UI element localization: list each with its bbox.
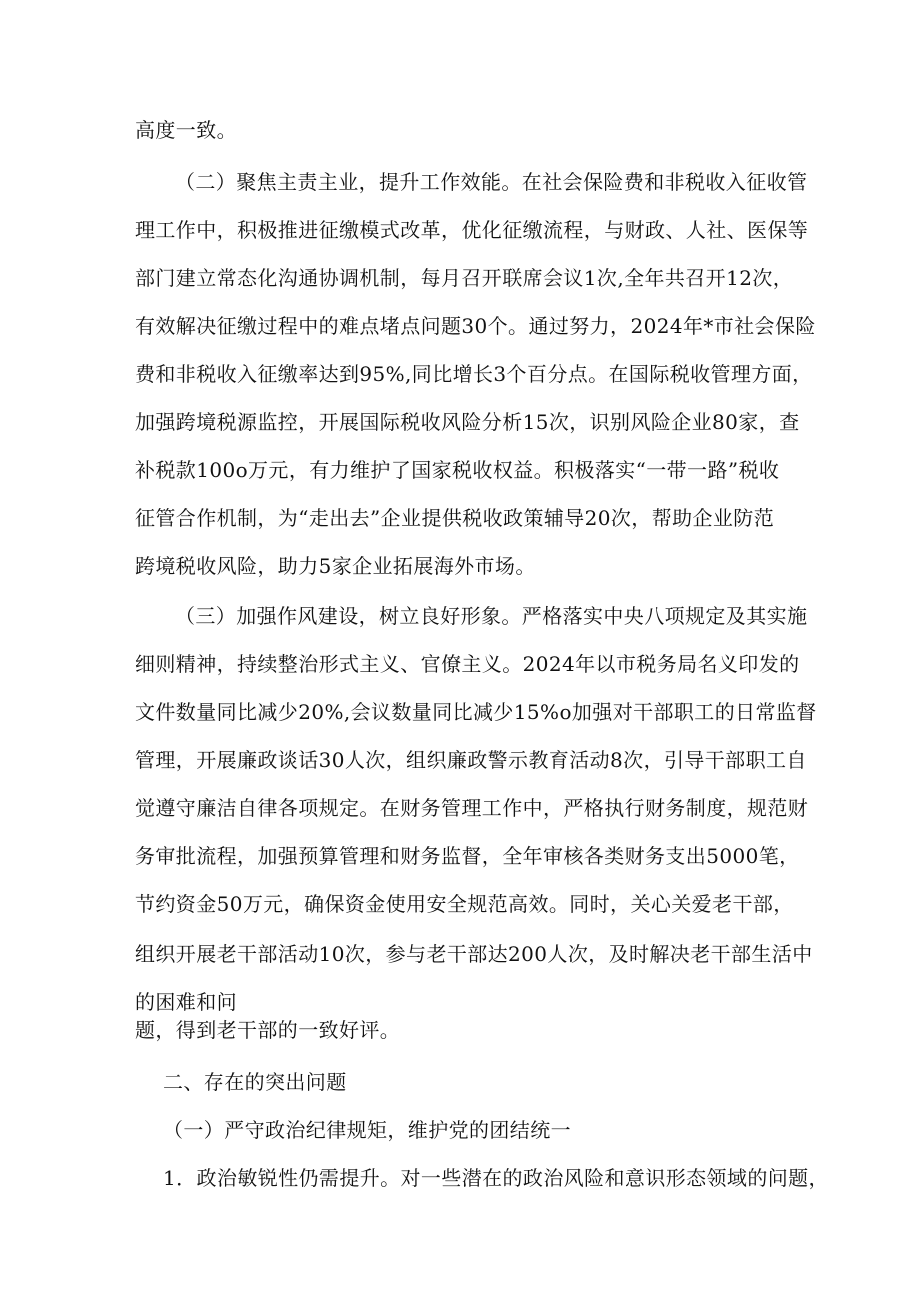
section-heading: 二、存在的突出问题 xyxy=(163,1070,347,1094)
paragraph-line: 细则精神，持续整治形式主义、官僚主义。2024年以市税务局名义印发的 xyxy=(135,652,800,676)
paragraph-line: 组织开展老干部活动10次，参与老干部达200人次，及时解决老干部生活中 xyxy=(135,942,813,966)
paragraph-line: 节约资金50万元，确保资金使用安全规范高效。同时，关心关爱老干部， xyxy=(135,892,794,916)
paragraph-line: 管理，开展廉政谈话30人次，组织廉政警示教育活动8次，引导干部职工自 xyxy=(135,748,807,772)
paragraph-line: 题，得到老干部的一致好评。 xyxy=(135,1018,401,1042)
paragraph-line: 觉遵守廉洁自律各项规定。在财务管理工作中，严格执行财务制度，规范财 xyxy=(135,796,809,820)
paragraph-line: 征管合作机制，为“走出去”企业提供税收政策辅导20次，帮助企业防范 xyxy=(135,506,775,530)
subsection-heading: （一）严守政治纪律规矩，维护党的团结统一 xyxy=(163,1118,571,1142)
paragraph-line: 费和非税收入征缴率达到95%,同比增长3个百分点。在国际税收管理方面， xyxy=(135,362,813,386)
paragraph-line: 跨境税收风险，助力5家企业拓展海外市场。 xyxy=(135,554,536,578)
paragraph-line: 补税款100o万元，有力维护了国家税收权益。积极落实“一带一路”税收 xyxy=(135,458,780,482)
paragraph-line: （三）加强作风建设，树立良好形象。严格落实中央八项规定及其实施 xyxy=(175,604,808,628)
paragraph-line: 部门建立常态化沟通协调机制，每月召开联席会议1次,全年共召开12次， xyxy=(135,266,794,290)
paragraph-line: 1．政治敏锐性仍需提升。对一些潜在的政治风险和意识形态领域的问题， xyxy=(163,1166,829,1190)
paragraph-line: 有效解决征缴过程中的难点堵点问题30个。通过努力，2024年*市社会保险 xyxy=(135,314,816,338)
paragraph-line: 务审批流程，加强预算管理和财务监督，全年审核各类财务支出5000笔， xyxy=(135,844,800,868)
paragraph-line: 文件数量同比减少20%,会议数量同比减少15%o加强对干部职工的日常监督 xyxy=(135,700,817,724)
paragraph-line: 的困难和问 xyxy=(135,990,237,1014)
paragraph-line: 理工作中，积极推进征缴模式改革，优化征缴流程，与财政、人社、医保等 xyxy=(135,218,809,242)
paragraph-line: 加强跨境税源监控，开展国际税收风险分析15次，识别风险企业80家，查 xyxy=(135,410,800,434)
paragraph-line: 高度一致。 xyxy=(135,118,237,142)
paragraph-line: （二）聚焦主责主业，提升工作效能。在社会保险费和非税收入征收管 xyxy=(175,170,808,194)
